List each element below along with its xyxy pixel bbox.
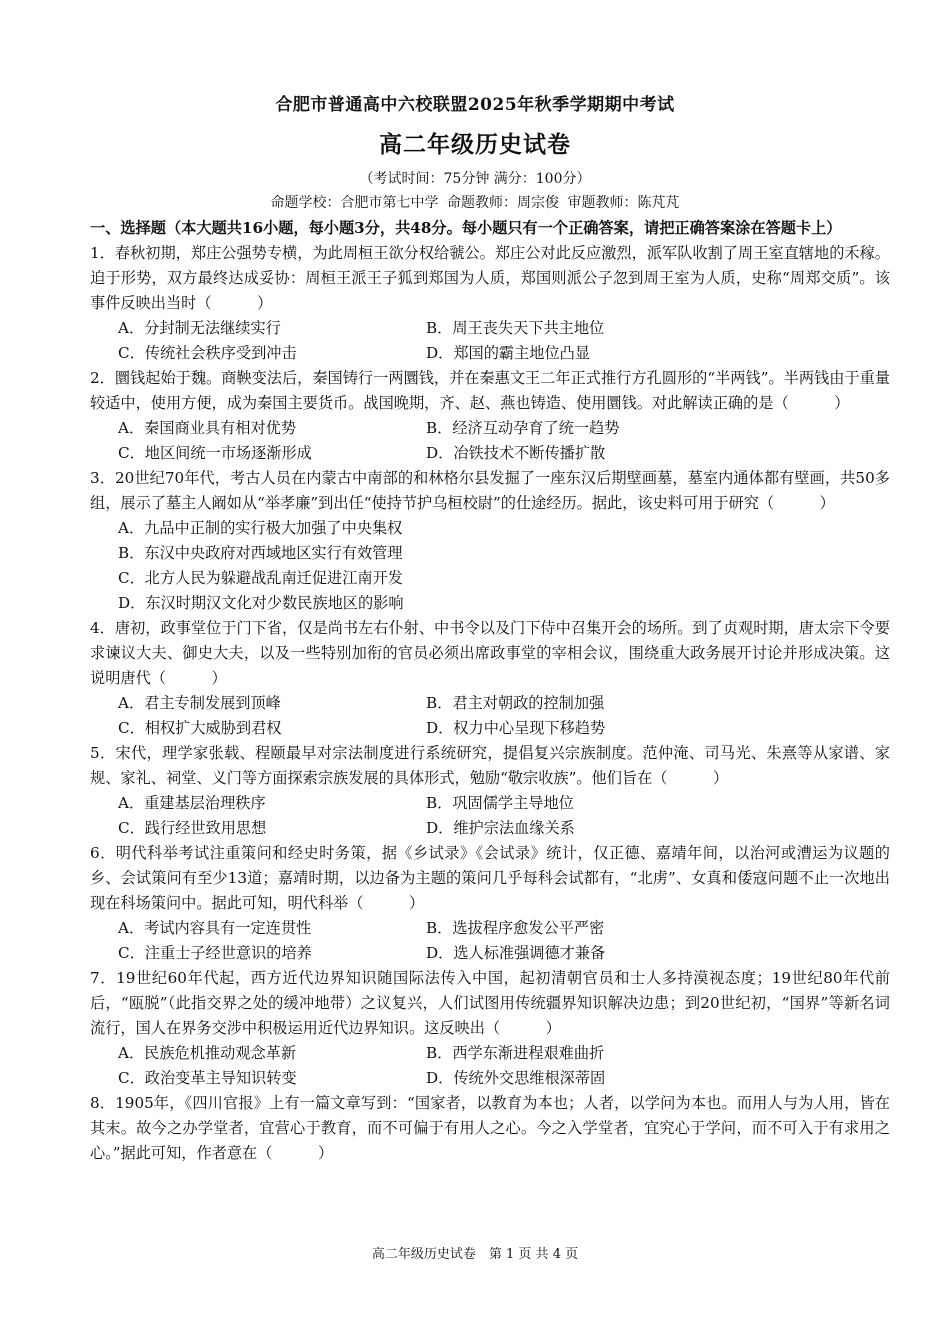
question-stem: 8．1905年，《四川官报》上有一篇文章写到：“国家者，以教育为本也；人者，以学问为本也。而用人与为人用，皆在其末。故今之办学堂者，宜营心于教育，而不可偏于有用人之心。今之入学堂者，宜究心于学问，而不可入于有求用之心。”据此可知，作者意在（ ） [90,1094,890,1162]
answer-option: D．冶铁技术不断传播扩散 [426,444,606,462]
answer-option: D．权力中心呈现下移趋势 [426,719,606,737]
answer-options [90,791,890,841]
answer-option: D．传统外交思维根深蒂固 [426,1069,606,1087]
answer-option: B．巩固儒学主导地位 [426,794,574,812]
answer-option: A．考试内容具有一定连贯性 [118,919,312,937]
answer-option: A．民族危机推动观念革新 [118,1044,297,1062]
answer-option: A．重建基层治理秩序 [118,794,266,812]
question-stem: 7．19世纪60年代起，西方近代边界知识随国际法传入中国，起初清朝官员和士人多持漠视态度；19世纪80年代前后，“瓯脱”（此指交界之处的缓冲地带）之议复兴，人们试图用传统疆界知识解决边患；到20世纪初，“国界”等新名词流行，国人在界务交涉中积极运用近代边界知识。这反映出（ ） [90,969,890,1037]
question-stem: 5．宋代，理学家张载、程颐最早对宗法制度进行系统研究，提倡复兴宗族制度。范仲淹、司马光、朱熹等从家谱、家规、家礼、祠堂、义门等方面探索宗族发展的具体形式，勉励“敬宗收族”。他们旨在（ ） [90,744,890,787]
exam-title: 合肥市普通高中六校联盟2025年秋季学期期中考试 [275,95,675,115]
answer-option: A．分封制无法继续实行 [118,319,281,337]
question-list [90,216,890,1166]
answer-option: B．周王丧失天下共主地位 [426,319,605,337]
answer-option: D．郑国的霸主地位凸显 [426,344,591,362]
answer-option: A．君主专制发展到顶峰 [118,694,281,712]
answer-options [90,1041,890,1091]
answer-option: A．秦国商业具有相对优势 [118,419,297,437]
answer-option: B．西学东渐进程艰难曲折 [426,1044,605,1062]
question-stem: 3．20世纪70年代，考古人员在内蒙古中南部的和林格尔县发掘了一座东汉后期壁画墓，墓室内通体都有壁画，共50多组，展示了墓主人阚如从“举孝廉”到出任“使持节护乌桓校尉”的仕途经历。据此，该史料可用于研究（ ） [90,469,890,512]
answer-option: B．君主对朝政的控制加强 [426,694,605,712]
authors-line: 命题学校：合肥市第七中学 命题教师：周宗俊 审题教师：陈芃芃 [270,195,680,211]
answer-option: C．北方人民为躲避战乱南迁促进江南开发 [118,569,403,587]
paper-title: 高二年级历史试卷 [379,131,571,158]
answer-options [90,416,890,466]
exam-info: （考试时间：75分钟 满分：100分） [359,171,591,187]
answer-option: D．维护宗法血缘关系 [426,819,575,837]
question-stem: 1．春秋初期，郑庄公强势专横，为此周桓王欲分权给虢公。郑庄公对此反应激烈，派军队收割了周王室直辖地的禾稼。迫于形势，双方最终达成妥协：周桓王派王子狐到郑国为人质，郑国则派公子忽到周王室为人质，史称“周郑交质”。该事件反映出当时（ ） [90,244,890,312]
answer-option: B．经济互动孕育了统一趋势 [426,419,620,437]
answer-option: D．选人标准强调德才兼备 [426,944,606,962]
section-heading: 一、选择题（本大题共16小题，每小题3分，共48分。每小题只有一个正确答案，请把正确答案涂在答题卡上） [90,219,842,237]
answer-options [90,916,890,966]
answer-option: C．注重士子经世意识的培养 [118,944,312,962]
answer-options [90,316,890,366]
answer-option: C．践行经世致用思想 [118,819,267,837]
answer-option: C．地区间统一市场逐渐形成 [118,444,312,462]
answer-option: A．九品中正制的实行极大加强了中央集权 [118,519,403,537]
page-footer: 高二年级历史试卷 第 1 页 共 4 页 [371,1247,579,1262]
answer-option: D．东汉时期汉文化对少数民族地区的影响 [118,594,404,612]
answer-option: C．政治变革主导知识转变 [118,1069,297,1087]
answer-option: B．东汉中央政府对西域地区实行有效管理 [118,544,403,562]
answer-options [90,691,890,741]
question-stem: 6．明代科举考试注重策问和经史时务策，据《乡试录》《会试录》统计，仅正德、嘉靖年间，以治河或漕运为议题的乡、会试策问有至少13道；嘉靖时期，以边备为主题的策问几乎每科会试都有，“北虏”、女真和倭寇问题不止一次地出现在科场策问中。据此可知，明代科举（ ） [90,844,890,912]
answer-option: C．传统社会秩序受到冲击 [118,344,297,362]
answer-options [90,516,890,616]
question-stem: 2．圜钱起始于魏。商鞅变法后，秦国铸行一两圜钱，并在秦惠文王二年正式推行方孔圆形的“半两钱”。半两钱由于重量较适中，使用方便，成为秦国主要货币。战国晚期，齐、赵、燕也铸造、使用圜钱。对此解读正确的是（ ） [90,369,890,412]
question-stem: 4．唐初，政事堂位于门下省，仅是尚书左右仆射、中书令以及门下侍中召集开会的场所。到了贞观时期，唐太宗下令要求谏议大夫、御史大夫，以及一些特别加衔的官员必须出席政事堂的宰相会议，围绕重大政务展开讨论并形成决策。这说明唐代（ ） [90,619,890,687]
answer-option: C．相权扩大威胁到君权 [118,719,282,737]
answer-option: B．选拔程序愈发公平严密 [426,919,605,937]
